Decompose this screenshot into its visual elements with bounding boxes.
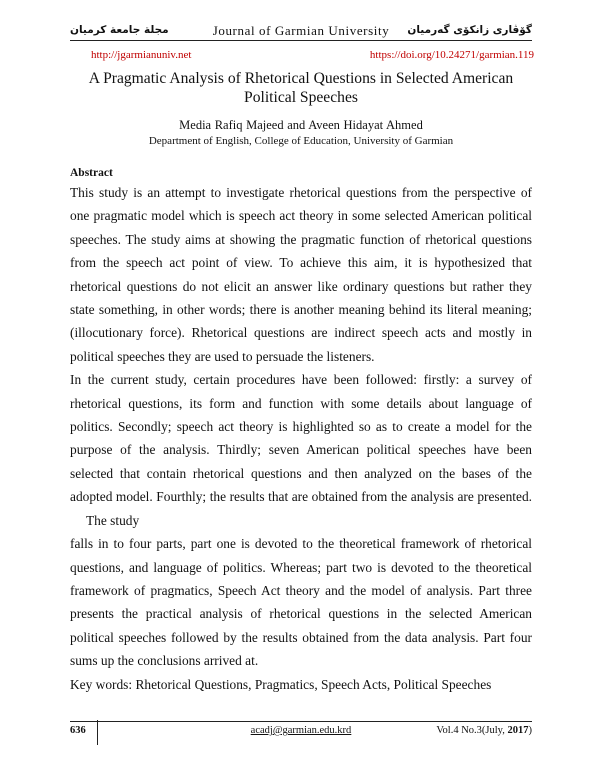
- running-footer: [70, 725, 532, 741]
- running-header: [70, 24, 532, 40]
- abstract-paragraph-1: This study is an attempt to investigate rhetorical questions from the perspective of one pragmatic model which is speech act theory in some selected American political speeches. The study aims at showing the pragmatic function of rhetorical questions from the speech act point of view. To achieve this aim, it is hypothesized that rhetorical questions do not elicit an answer like ordinary questions but rather they state something, in other words; there is another meaning behind its literal meaning; (illocutionary force). Rhetorical questions are indirect speech acts and mostly in political speeches they are used to persuade the listeners.: [70, 185, 532, 364]
- footer-divider: [70, 721, 532, 722]
- header-kurdish-journal-name: گۆڤاری زانكۆی گەرمیان: [407, 24, 532, 36]
- abstract-body: [70, 181, 532, 696]
- abstract-paragraph-2: [70, 368, 532, 532]
- abstract-paragraph-3: falls in to four parts, part one is devoted to the theoretical framework of rhetorical questions, and language of politics. Whereas; part two is devoted to the theoretical framework of pragmatics, Speech Act theory and the model of analysis. Part three presents the practical analysis of rhetorical questions in the selected American political speeches followed by the results obtained from the data analysis. Part four sums up the conclusions arrived at.: [70, 536, 532, 669]
- article-authors: Media Rafiq Majeed and Aveen Hidayat Ahmed: [179, 118, 423, 132]
- abstract-paragraph-2-text: In the current study, certain procedures have been followed: firstly: a survey of rhetorical questions, its form and function with some details about language of politics. Secondly; speech act theory is highlighted so as to create a model for the purpose of the analysis. Thirdly; seven American political speeches have been selected that contain rhetorical questions and then analyzed on the bases of the adopted model. Fourthly; the results that are obtained from the analysis are presented.: [70, 372, 532, 505]
- page-number-separator: [97, 720, 98, 745]
- volume-issue: Vol.4 No.3(July,: [436, 725, 508, 736]
- volume-close: ): [528, 725, 532, 736]
- page-number: 636: [70, 725, 86, 736]
- journal-email-link[interactable]: acadj@garmian.edu.krd: [250, 725, 352, 736]
- header-arabic-journal-name: مجلة جامعة كرميان: [70, 24, 169, 36]
- abstract-heading: Abstract: [70, 167, 113, 179]
- keywords-line: Key words: Rhetorical Questions, Pragmatics, Speech Acts, Political Speeches: [70, 676, 492, 692]
- abstract-paragraph-2-tail: The study: [86, 512, 140, 528]
- header-divider: [70, 40, 532, 41]
- header-journal-name: Journal of Garmian University: [212, 23, 390, 38]
- article-title: A Pragmatic Analysis of Rhetorical Questions in Selected American Political Speeches: [88, 70, 514, 106]
- volume-year: 2017: [507, 725, 529, 736]
- author-affiliation: Department of English, College of Education, University of Garmian: [148, 135, 454, 147]
- doi-link[interactable]: https://doi.org/10.24271/garmian.119: [369, 49, 534, 61]
- journal-website-link[interactable]: http://jgarmianuniv.net: [91, 49, 192, 61]
- volume-info: [436, 725, 532, 736]
